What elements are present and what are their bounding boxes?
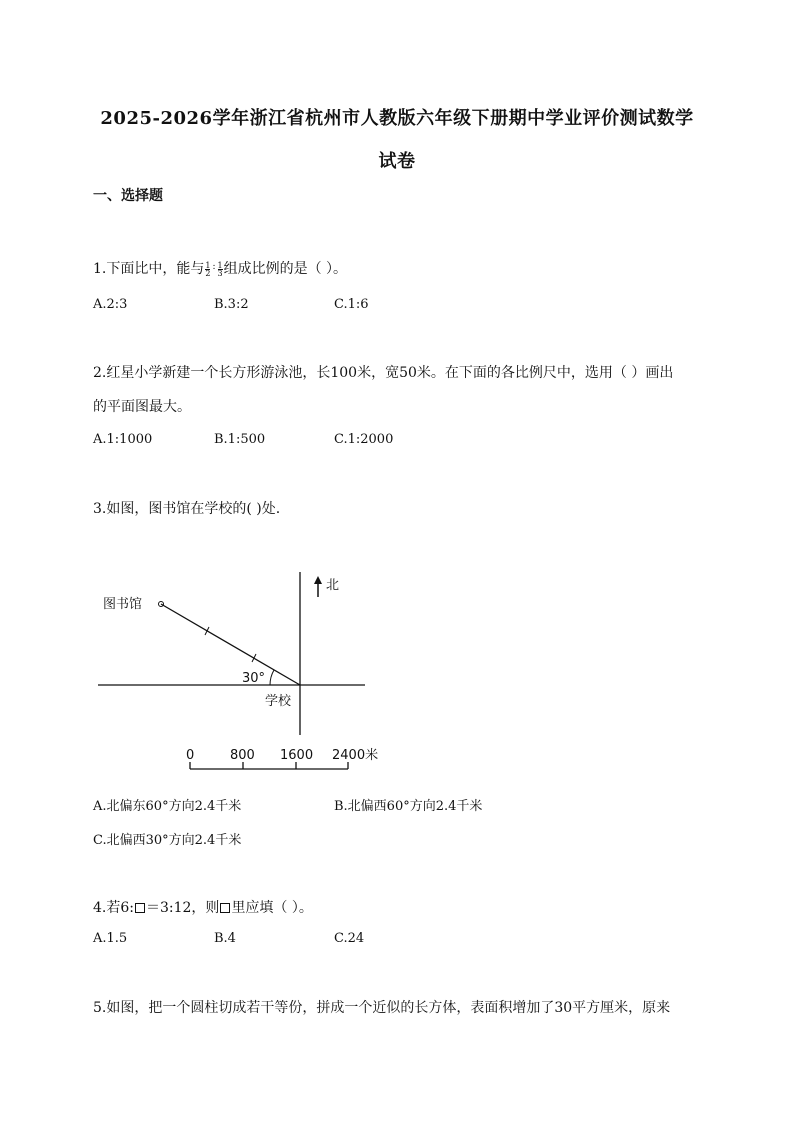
scale-label-0: 0 [186, 748, 195, 763]
blank-square-icon [135, 903, 145, 913]
q2-option-b[interactable]: B.1:500 [214, 432, 266, 447]
question-5: 5.如图，把一个圆柱切成若干等份，拼成一个近似的长方体，表面积增加了30平方厘米，原来 [93, 1000, 671, 1016]
q3-option-b[interactable]: B.北偏西60°方向2.4千米 [334, 799, 483, 814]
q1-option-a[interactable]: A.2:3 [93, 297, 128, 312]
north-label: 北 [326, 578, 340, 593]
fraction-b: $\frac{1}{3}$ [217, 260, 223, 278]
q2-option-a[interactable]: A.1:1000 [93, 432, 153, 447]
library-label: 图书馆 [103, 597, 143, 612]
q4-option-c[interactable]: C.24 [334, 931, 365, 946]
exam-title-line2: 试卷 [378, 151, 416, 172]
direction-diagram [90, 560, 390, 775]
exam-title-line1: 2025-2026学年浙江省杭州市人教版六年级下册期中学业评价测试数学 [100, 108, 694, 129]
q3-option-a[interactable]: A.北偏东60°方向2.4千米 [93, 799, 242, 814]
angle-arc [270, 670, 274, 685]
question-4: 4.若6: ＝3:12，则 里应填（ ）。 [93, 900, 313, 916]
q2-option-c[interactable]: C.1:2000 [334, 432, 394, 447]
north-arrow-icon [314, 576, 322, 584]
section-heading: 一、选择题 [93, 188, 163, 204]
question-2-line1: 2.红星小学新建一个长方形游泳池，长100米，宽50米。在下面的各比例尺中，选用（ ）画出 [93, 365, 674, 381]
blank-square-icon [220, 903, 230, 913]
scale-label-2400: 2400米 [332, 748, 379, 763]
scale-label-800: 800 [230, 748, 255, 763]
q1-option-b[interactable]: B.3:2 [214, 297, 249, 312]
library-ray [161, 604, 300, 685]
q3-option-c[interactable]: C.北偏西30°方向2.4千米 [93, 833, 242, 848]
question-1-prefix: 1.下面比中，能与 [93, 261, 205, 277]
question-2-line2: 的平面图最大。 [93, 399, 191, 415]
question-1 [93, 258, 347, 278]
q1-option-c[interactable]: C.1:6 [334, 297, 369, 312]
scale-label-1600: 1600 [280, 748, 314, 763]
question-1-ratio: $\frac{1}{2}$ : $\frac{1}{3}$ [205, 260, 223, 278]
question-1-suffix: 组成比例的是（ ）。 [223, 261, 348, 277]
fraction-a: $\frac{1}{2}$ [205, 260, 211, 278]
q4-option-a[interactable]: A.1.5 [93, 931, 128, 946]
angle-label: 30° [242, 671, 266, 686]
q4-option-b[interactable]: B.4 [214, 931, 236, 946]
school-label: 学校 [265, 694, 292, 709]
question-3: 3.如图，图书馆在学校的( )处. [93, 501, 281, 517]
